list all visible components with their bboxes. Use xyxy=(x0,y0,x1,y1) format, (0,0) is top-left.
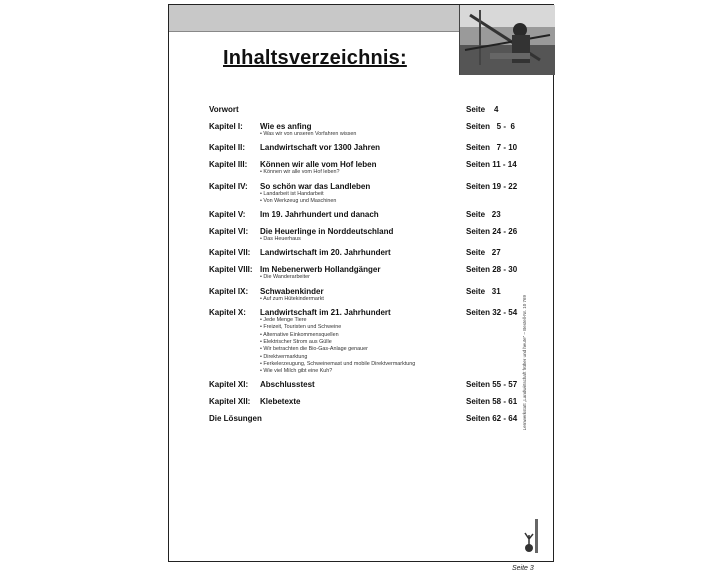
table-of-contents xyxy=(209,105,529,431)
toc-entry xyxy=(209,248,529,263)
toc-subtopic: • Die Wanderarbeiter xyxy=(260,274,310,281)
toc-page: Seiten 7 - 10 xyxy=(466,143,518,153)
toc-row xyxy=(209,143,529,160)
toc-title: Abschlusstest xyxy=(260,380,315,390)
toc-title: So schön war das Landleben xyxy=(260,181,371,191)
toc-chapter: Kapitel XI: xyxy=(209,380,249,390)
document-page xyxy=(168,4,554,562)
toc-title: Die Heuerlinge in Norddeutschland xyxy=(260,227,394,237)
toc-row xyxy=(209,414,529,431)
toc-subtopic: • Wir betrachten die Bio-Gas-Anlage genauer xyxy=(260,346,368,353)
toc-row xyxy=(209,227,529,248)
header-bar xyxy=(169,5,459,32)
toc-title: Landwirtschaft im 21. Jahrhundert xyxy=(260,308,391,318)
toc-row xyxy=(209,265,529,286)
toc-subtopic: • Direktvermarktung xyxy=(260,353,308,360)
toc-chapter: Kapitel X: xyxy=(209,308,246,318)
toc-page: Seite 27 xyxy=(466,248,501,258)
toc-subtopics xyxy=(260,317,529,375)
toc-subtopic: • Auf zum Hütekindermarkt xyxy=(260,295,324,302)
toc-page: Seite 31 xyxy=(466,286,501,296)
publisher-logo xyxy=(521,515,541,555)
toc-title: Schwabenkinder xyxy=(260,286,324,296)
toc-row xyxy=(209,397,529,414)
toc-row xyxy=(209,105,529,122)
toc-title: Können wir alle vom Hof leben xyxy=(260,160,377,170)
toc-title: Landwirtschaft vor 1300 Jahren xyxy=(260,143,381,153)
toc-entry xyxy=(209,414,529,429)
toc-page: Seite 23 xyxy=(466,210,501,220)
toc-row xyxy=(209,308,529,380)
toc-page: Seite 4 xyxy=(466,105,499,114)
toc-title: Im Nebenerwerb Hollandgänger xyxy=(260,265,381,275)
toc-entry xyxy=(209,182,529,197)
toc-subtopic: • Ferkelerzeugung, Schweinemast und mobile Direktvermarktung xyxy=(260,360,416,367)
toc-row xyxy=(209,182,529,211)
toc-row xyxy=(209,122,529,143)
toc-entry xyxy=(209,143,529,158)
page-title: Inhaltsverzeichnis: xyxy=(223,47,407,69)
toc-page: Seiten 58 - 61 xyxy=(466,397,518,407)
toc-subtopic: • Das Heuerhaus xyxy=(260,236,301,243)
toc-page: Seiten 19 - 22 xyxy=(466,181,518,191)
toc-chapter: Kapitel VIII: xyxy=(209,265,253,275)
toc-page: Seiten 62 - 64 xyxy=(466,414,518,424)
toc-subtopic: • Können wir alle vom Hof leben? xyxy=(260,169,340,176)
toc-row xyxy=(209,160,529,181)
toc-chapter: Kapitel II: xyxy=(209,143,246,153)
toc-entry xyxy=(209,160,529,175)
toc-chapter: Kapitel XII: xyxy=(209,397,251,407)
toc-chapter: Kapitel IV: xyxy=(209,181,248,191)
toc-page: Seiten 24 - 26 xyxy=(466,227,518,237)
toc-entry xyxy=(209,122,529,137)
toc-entry xyxy=(209,287,529,302)
toc-chapter: Kapitel VII: xyxy=(209,248,251,258)
header-photo xyxy=(459,5,555,75)
toc-entry xyxy=(209,397,529,412)
toc-page: Seiten 11 - 14 xyxy=(466,160,517,170)
toc-chapter: Die Lösungen xyxy=(209,414,262,424)
toc-subtopic: • Was wir von unseren Vorfahren wissen xyxy=(260,131,357,137)
toc-page: Seiten 5 - 6 xyxy=(466,122,515,131)
toc-page: Seiten 28 - 30 xyxy=(466,265,518,275)
toc-title: Im 19. Jahrhundert und danach xyxy=(260,210,379,220)
toc-entry xyxy=(209,210,529,225)
toc-subtopic: • Jede Menge Tiere xyxy=(260,317,307,324)
side-credit xyxy=(522,295,532,515)
side-credit-text: Lernwerkstatt „Landwirtschaft früher und heute" – Bestell-Nr. 10 769 xyxy=(522,295,527,431)
toc-subtopic: • Landarbeit ist Handarbeit xyxy=(260,190,324,197)
toc-subtopic: • Freizeit, Touristen und Schweine xyxy=(260,324,342,331)
toc-chapter: Kapitel IX: xyxy=(209,286,249,296)
toc-chapter: Kapitel VI: xyxy=(209,227,249,237)
toc-subtopic: • Alternative Einkommensquellen xyxy=(260,331,339,338)
toc-chapter: Kapitel I: xyxy=(209,122,243,131)
toc-page: Seiten 32 - 54 xyxy=(466,308,518,318)
toc-page: Seiten 55 - 57 xyxy=(466,380,518,390)
toc-entry xyxy=(209,308,529,323)
toc-row xyxy=(209,210,529,227)
toc-row xyxy=(209,380,529,397)
toc-subtopic: • Elektrischer Strom aus Gülle xyxy=(260,338,332,345)
toc-chapter: Vorwort xyxy=(209,105,239,114)
toc-title: Landwirtschaft im 20. Jahrhundert xyxy=(260,248,391,258)
toc-title: Wie es anfing xyxy=(260,122,312,131)
toc-entry xyxy=(209,380,529,395)
toc-row xyxy=(209,248,529,265)
toc-chapter: Kapitel III: xyxy=(209,160,248,170)
toc-chapter: Kapitel V: xyxy=(209,210,246,220)
toc-title: Klebetexte xyxy=(260,397,301,407)
toc-entry xyxy=(209,265,529,280)
toc-subtopic: • Wie viel Milch gibt eine Kuh? xyxy=(260,368,333,375)
toc-row xyxy=(209,287,529,308)
toc-subtopic: • Von Werkzeug und Maschinen xyxy=(260,197,337,204)
page-number: Seite 3 xyxy=(512,565,534,572)
toc-entry xyxy=(209,105,529,120)
toc-entry xyxy=(209,227,529,242)
